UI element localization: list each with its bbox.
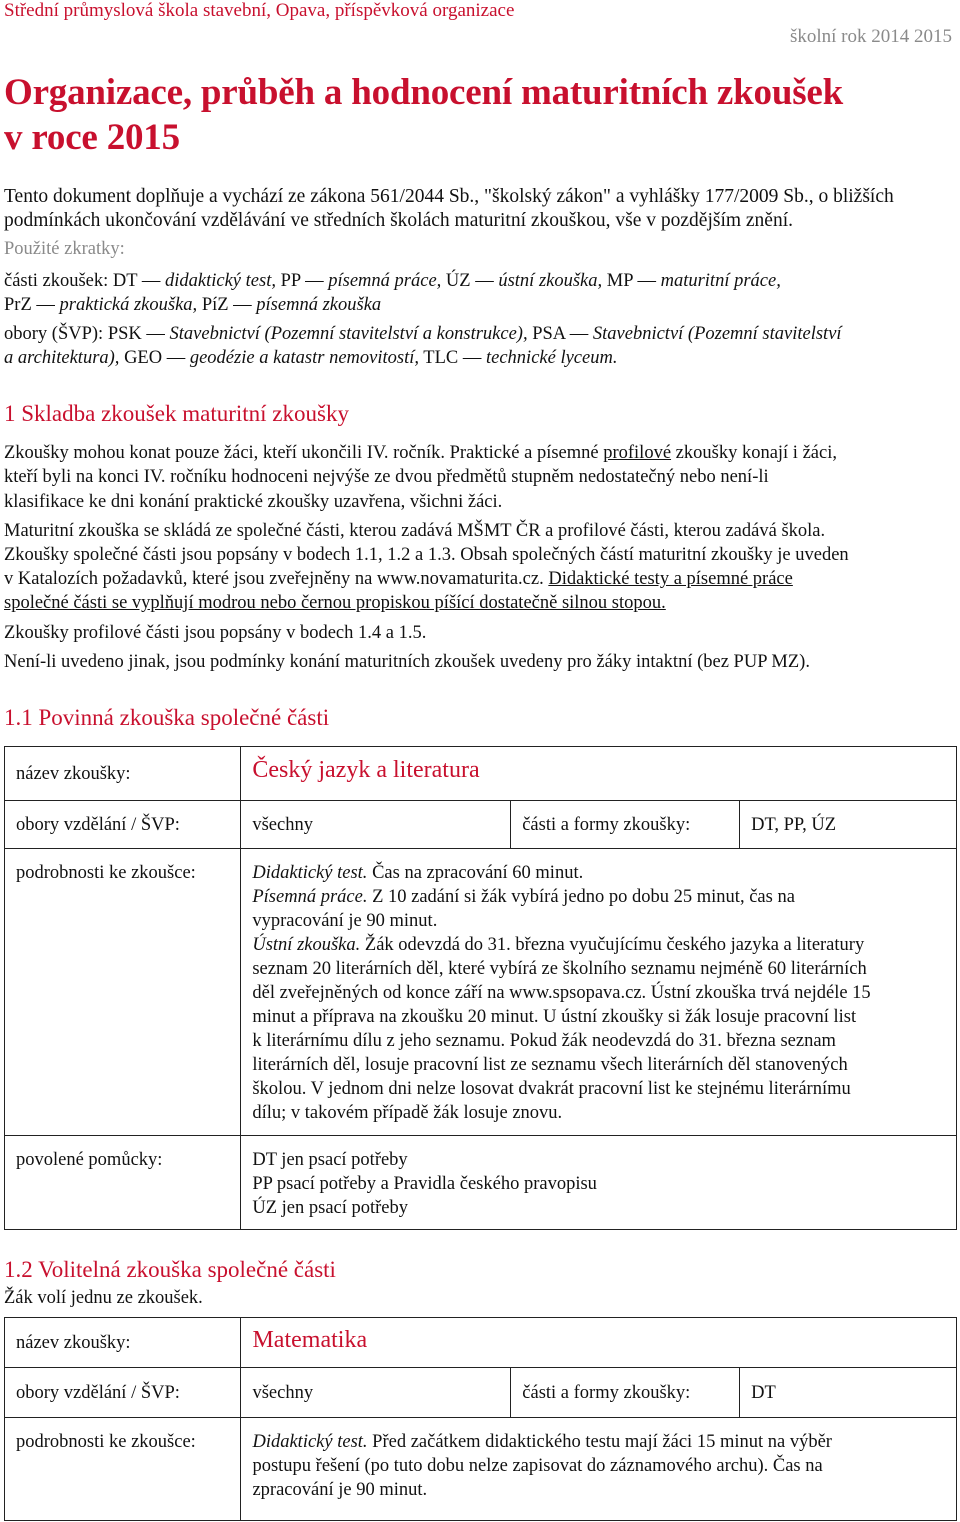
abbrev-psk: PSK xyxy=(107,324,142,344)
math-details-text xyxy=(241,1418,957,1521)
abbrev-mp: MP xyxy=(606,271,633,291)
abbrev-piz-text: písemná zkouška xyxy=(256,295,382,315)
aid3: ÚZ jen psací potřeby xyxy=(252,1198,409,1218)
details-label: podrobnosti ke zkoušce: xyxy=(5,849,241,1136)
abbrev-psa-text2: a architektura), xyxy=(4,348,120,368)
s1-p1-line2: kteří byli na konci IV. ročníku hodnoceni nejvýše ze dvou předmětů stupněm nedostatečný nebo není-li xyxy=(4,467,769,487)
abbrev-fields-label: obory (ŠVP): xyxy=(4,324,104,344)
d7: k literárnímu dílu z jeho seznamu. Pokud žák neodevzdá do 31. března seznam xyxy=(252,1031,836,1051)
s1-p2-line2: Zkoušky společné části jsou popsány v bodech 1.1, 1.2 a 1.3. Obsah společných částí maturitní zkoušky je uveden xyxy=(4,545,849,565)
d2b: vypracování je 90 minut. xyxy=(252,911,438,931)
aid1: DT jen psací potřeby xyxy=(252,1150,408,1170)
abbrev-pp: PP xyxy=(280,271,301,291)
abbrev-psa-text: Stavebnictví (Pozemní stavitelství xyxy=(592,324,842,344)
profile-link[interactable]: profilové xyxy=(603,443,672,463)
details-text xyxy=(241,849,957,1136)
s1-p2-line4: společné části se vyplňují modrou nebo černou propiskou píšící dostatečně silnou stopou. xyxy=(4,593,666,613)
d10: dílu; v takovém případě žák losuje znovu. xyxy=(252,1103,563,1123)
school-name: Střední průmyslová škola stavební, Opava, příspěvková organizace xyxy=(4,0,515,21)
abbrev-parts-line2: PrZ — praktická zkouška, PíZ — písemná zkouška xyxy=(4,295,382,315)
parts-value: DT, PP, ÚZ xyxy=(740,801,957,849)
abbrev-geo-text: geodézie a katastr nemovitostí, xyxy=(189,348,419,368)
s1-p1-a: Zkoušky mohou konat pouze žáci, kteří ukončili IV. ročník. Praktické a písemné xyxy=(4,443,599,463)
d4: seznam 20 literárních děl, které vybírá ze školního seznamu nejméně 60 literárních xyxy=(252,959,867,979)
abbrev-tlc: TLC xyxy=(423,348,459,368)
abbrev-prz-text: praktická zkouška, xyxy=(59,295,198,315)
abbrev-dt: DT xyxy=(112,271,138,291)
abbrev-mp-text: maturitní práce, xyxy=(660,271,781,291)
d1: Čas na zpracování 60 minut. xyxy=(372,863,584,883)
page-title-line2: v roce 2015 xyxy=(4,117,180,158)
math-d3: zpracování je 90 minut. xyxy=(252,1480,428,1500)
exam-name-value xyxy=(241,747,957,801)
abbrev-fields-line: obory (ŠVP): PSK — Stavebnictví (Pozemní stavitelství a konstrukce), PSA — Stavebnictví (Pozemní stavitelství xyxy=(4,324,842,344)
d3-italic: Ústní zkouška. xyxy=(252,935,361,955)
exam-table-czech xyxy=(4,746,957,1230)
s1-p1-line1 xyxy=(4,441,837,465)
abbrev-piz: PíZ xyxy=(201,295,229,315)
abbrev-uz: ÚZ xyxy=(445,271,471,291)
math-field-label: obory vzdělání / ŠVP: xyxy=(5,1368,241,1418)
s1-p2-line3 xyxy=(4,567,793,591)
math-parts-label: části a formy zkoušky: xyxy=(511,1368,740,1418)
intro-line1: Tento dokument doplňuje a vychází ze zákona 561/2044 Sb., "školský zákon" a vyhlášky 177/2009 Sb., o bližších xyxy=(4,186,894,207)
section11-heading: 1.1 Povinná zkouška společné části xyxy=(4,705,330,730)
math-parts-value: DT xyxy=(740,1368,957,1418)
d1-italic: Didaktický test. xyxy=(252,863,368,883)
aid2: PP psací potřeby a Pravidla českého pravopisu xyxy=(252,1174,597,1194)
exam-name-label: název zkoušky: xyxy=(5,747,241,801)
abbrev-parts-label: části zkoušek: xyxy=(4,271,109,291)
school-year: školní rok 2014 2015 xyxy=(789,26,952,47)
math-exam-label: název zkoušky: xyxy=(5,1318,241,1368)
section1-heading: 1 Skladba zkoušek maturitní zkoušky xyxy=(4,401,349,426)
s1-p2-l3a: v Katalozích požadavků, které jsou zveřejněny na www.novamaturita.cz. xyxy=(4,569,544,589)
d6: minut a příprava na zkoušku 20 minut. U ústní zkoušky si žák losuje pracovní list xyxy=(252,1007,857,1027)
aids-label: povolené pomůcky: xyxy=(5,1136,241,1230)
s1-p2-l3b: Didaktické testy a písemné práce xyxy=(548,569,793,589)
exam-table-math xyxy=(4,1317,957,1521)
abbrev-pp-text: písemná práce, xyxy=(328,271,442,291)
math-d1-italic: Didaktický test. xyxy=(252,1432,368,1452)
d2: Z 10 zadání si žák vybírá jedno po dobu 25 minut, čas na xyxy=(372,887,795,907)
s1-p2-line1: Maturitní zkouška se skládá ze společné části, kterou zadává MŠMT ČR a profilové části, kterou zadává škola. xyxy=(4,521,826,541)
math-details-label: podrobnosti ke zkoušce: xyxy=(5,1418,241,1521)
d3: Žák odevzdá do 31. března vyučujícímu českého jazyka a literatury xyxy=(364,935,865,955)
exam-name-math: Matematika xyxy=(252,1327,368,1353)
section12-heading: 1.2 Volitelná zkouška společné části xyxy=(4,1257,336,1282)
math-d1: Před začátkem didaktického testu mají žáci 15 minut na výběr xyxy=(372,1432,832,1452)
abbrev-uz-text: ústní zkouška, xyxy=(498,271,603,291)
d5: děl zveřejněných od konce září na www.spsopava.cz. Ústní zkouška trvá nejdéle 15 xyxy=(252,983,871,1003)
abbrev-geo: GEO xyxy=(124,348,163,368)
abbrev-dt-text: didaktický test, xyxy=(165,271,276,291)
s1-p3: Zkoušky profilové části jsou popsány v bodech 1.4 a 1.5. xyxy=(4,623,427,643)
math-d2: postupu řešení (po tuto dobu nelze zapisovat do záznamového archu). Čas na xyxy=(252,1456,823,1476)
field-label: obory vzdělání / ŠVP: xyxy=(5,801,241,849)
intro-line2: podmínkách ukončování vzdělávání ve středních školách maturitní zkouškou, vše v pozdějším znění. xyxy=(4,210,794,231)
s1-p1-b: zkoušky konají i žáci, xyxy=(675,443,837,463)
d8: literárních děl, losuje pracovní list ze seznamu všech literárních děl stanovených xyxy=(252,1055,848,1075)
page-title-line1: Organizace, průběh a hodnocení maturitních zkoušek xyxy=(4,72,843,113)
abbrev-prz: PrZ xyxy=(4,295,32,315)
abbrev-heading: Použité zkratky: xyxy=(4,239,125,259)
exam-name-czech: Český jazyk a literatura xyxy=(252,757,480,783)
math-field-value: všechny xyxy=(241,1368,511,1418)
abbrev-tlc-text: technické lyceum. xyxy=(486,348,618,368)
abbrev-psk-text: Stavebnictví (Pozemní stavitelství a konstrukce), xyxy=(169,324,528,344)
abbrev-psa: PSA xyxy=(532,324,566,344)
d9: školou. V jednom dni nelze losovat dvakrát pracovní list ke stejnému literárnímu xyxy=(252,1079,851,1099)
abbrev-fields-line2: a architektura), GEO — geodézie a katastr nemovitostí, TLC — technické lyceum. xyxy=(4,348,618,368)
abbrev-parts-line: části zkoušek: DT — didaktický test, PP — písemná práce, ÚZ — ústní zkouška, MP — maturitní práce, xyxy=(4,271,781,291)
s1-p4: Není-li uvedeno jinak, jsou podmínky konání maturitních zkoušek uvedeny pro žáky intaktní (bez PUP MZ). xyxy=(4,652,810,672)
aids-text xyxy=(241,1136,957,1230)
d2-italic: Písemná práce. xyxy=(252,887,368,907)
parts-label: části a formy zkoušky: xyxy=(511,801,740,849)
section12-sub: Žák volí jednu ze zkoušek. xyxy=(4,1288,203,1308)
field-value: všechny xyxy=(241,801,511,849)
s1-p1-line3: klasifikace ke dni konání praktické zkoušky uzavřena, všichni žáci. xyxy=(4,492,503,512)
math-exam-value xyxy=(241,1318,957,1368)
